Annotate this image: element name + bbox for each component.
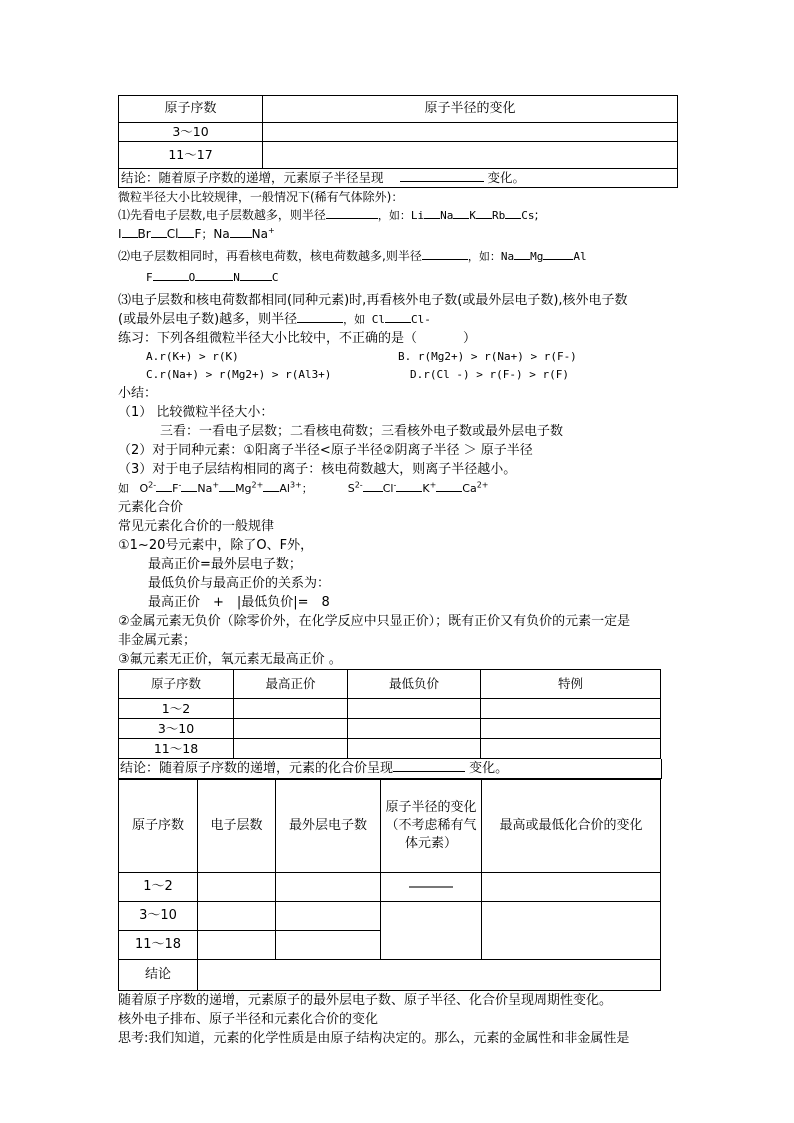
not-applicable-cell xyxy=(381,873,482,902)
answer-cell[interactable] xyxy=(234,699,348,719)
summary xyxy=(118,384,678,498)
worksheet-page xyxy=(118,95,678,1048)
summary-point-3: （3）对于电子层结构相同的离子：核电荷数越大，则离子半径越小。 xyxy=(118,462,517,477)
answer-blank[interactable] xyxy=(514,247,530,260)
answer-blank[interactable] xyxy=(181,479,197,492)
closing-text xyxy=(118,991,678,1048)
rule-2-cont: F O N C xyxy=(118,268,678,287)
header-radius-change: 原子半径的变化 xyxy=(263,96,678,123)
answer-cell[interactable] xyxy=(482,902,661,960)
answer-cell[interactable] xyxy=(198,931,276,960)
valence-rule-1b: 最低负价与最高正价的关系为： xyxy=(148,576,331,591)
header-atomic-number: 原子序数 xyxy=(119,96,263,123)
answer-blank[interactable] xyxy=(219,479,235,492)
dash-mark xyxy=(409,886,453,888)
row-label: 1～2 xyxy=(119,699,234,719)
answer-blank[interactable] xyxy=(393,759,465,772)
rule-3-cont: (或最外层电子数)越多，则半径 ，如 Cl Cl- xyxy=(118,312,431,327)
header-outer-electrons: 最外层电子数 xyxy=(276,780,381,873)
header-atomic-number: 原子序数 xyxy=(119,780,198,873)
answer-blank[interactable] xyxy=(263,479,279,492)
answer-blank[interactable] xyxy=(178,225,194,238)
summary-point-1b: 三看：一看电子层数；二看核电荷数；三看核外电子数或最外层电子数 xyxy=(160,424,564,439)
rule-1-cont: I Br Cl F；Na Na+ xyxy=(118,226,275,241)
answer-cell[interactable] xyxy=(263,142,678,169)
header-valence-change: 最高或最低化合价的变化 xyxy=(482,780,661,873)
answer-cell[interactable] xyxy=(263,123,678,142)
answer-blank[interactable] xyxy=(156,479,172,492)
option-d[interactable]: D.r(Cl -) > r(F-) > r(F) xyxy=(410,368,569,381)
valence-rule-2b: 非金属元素； xyxy=(118,633,197,648)
rules-title: 微粒半径大小比较规律，一般情况下(稀有气体除外)： xyxy=(118,190,404,204)
summary-title: 小结： xyxy=(118,386,158,401)
summary-point-1: （1） 比较微粒半径大小： xyxy=(118,405,274,420)
answer-cell[interactable] xyxy=(234,719,348,739)
rule-1: ⑴先看电子层数,电子层数越多，则半径 ，如：Li Na K Rb Cs; xyxy=(118,208,539,222)
row-label: 3～10 xyxy=(119,902,198,931)
header-special: 特例 xyxy=(481,670,661,699)
answer-blank[interactable] xyxy=(240,268,272,281)
valence-conclusion: 结论：随着原子序数的递增，元素的化合价呈现 变化。 xyxy=(118,759,662,779)
answer-blank[interactable] xyxy=(122,225,138,238)
answer-blank[interactable] xyxy=(195,268,233,281)
option-b[interactable]: B. r(Mg2+) > r(Na+) > r(F-) xyxy=(398,350,577,363)
valence-rule-1: ①1~20号元素中，除了O、F外， xyxy=(118,538,314,553)
valence-table xyxy=(118,669,661,759)
answer-cell[interactable] xyxy=(348,719,481,739)
answer-cell[interactable] xyxy=(482,873,661,902)
exercise xyxy=(118,329,678,384)
row-label: 11～17 xyxy=(119,142,263,169)
valence-rule-1c: 最高正价 + |最低负价|= 8 xyxy=(148,595,330,610)
answer-blank[interactable] xyxy=(543,247,573,260)
answer-blank[interactable] xyxy=(453,206,469,219)
radius-conclusion: 结论：随着原子序数的递增，元素原子半径呈现 变化。 xyxy=(119,169,678,188)
answer-cell[interactable] xyxy=(481,699,661,719)
answer-blank[interactable] xyxy=(436,479,462,492)
answer-cell[interactable] xyxy=(234,739,348,759)
periodic-table-summary xyxy=(118,779,661,991)
answer-blank[interactable] xyxy=(505,206,521,219)
header-max-positive: 最高正价 xyxy=(234,670,348,699)
answer-cell[interactable] xyxy=(276,873,381,902)
answer-cell[interactable] xyxy=(348,739,481,759)
answer-blank[interactable] xyxy=(385,310,411,323)
valence-title: 元素化合价 xyxy=(118,500,184,515)
header-electron-shells: 电子层数 xyxy=(198,780,276,873)
valence-rule-2: ②金属元素无负价（除零价外，在化学反应中只显正价）；既有正价又有负价的元素一定是 xyxy=(118,614,631,629)
header-atomic-number: 原子序数 xyxy=(119,670,234,699)
exercise-options-cd xyxy=(118,366,678,384)
answer-cell[interactable] xyxy=(198,873,276,902)
valence-subtitle: 常见元素化合价的一般规律 xyxy=(118,519,275,534)
row-label: 3～10 xyxy=(119,719,234,739)
valence-section xyxy=(118,498,678,669)
answer-cell[interactable] xyxy=(348,699,481,719)
answer-blank[interactable] xyxy=(230,225,252,238)
valence-rule-3: ③氟元素无正价，氧元素无最高正价 。 xyxy=(118,652,342,667)
answer-blank[interactable] xyxy=(476,206,492,219)
rule-3: ⑶电子层数和核电荷数都相同(同种元素)时,再看核外电子数(或最外层电子数),核外电子数 xyxy=(118,293,628,308)
summary-example: 如 $O^{2-}$ F- Na+ $Mg^{2+}$ $Al^{3+}$； $S^{2-}$ Cl- K+ $Ca^{2+}$ xyxy=(118,480,489,495)
answer-cell[interactable] xyxy=(481,719,661,739)
conclusion-label: 结论 xyxy=(119,960,198,991)
answer-cell[interactable] xyxy=(198,960,661,991)
answer-blank[interactable] xyxy=(422,247,468,260)
section-heading: 核外电子排布、原子半径和元素化合价的变化 xyxy=(118,1012,379,1027)
exercise-question: 练习：下列各组微粒半径大小比较中，不正确的是（ ） xyxy=(118,331,477,346)
summary-point-2: （2）对于同种元素：①阳离子半径<原子半径②阴离子半径 ＞ 原子半径 xyxy=(118,443,533,458)
row-label: 1～2 xyxy=(119,873,198,902)
option-a[interactable]: A.r(K+) > r(K) xyxy=(146,350,239,363)
radius-table xyxy=(118,95,678,188)
answer-cell[interactable] xyxy=(481,739,661,759)
answer-blank[interactable] xyxy=(326,206,378,219)
answer-cell[interactable] xyxy=(198,902,276,931)
answer-blank[interactable] xyxy=(153,268,189,281)
answer-cell[interactable] xyxy=(276,902,381,931)
rule-2: ⑵电子层数相同时，再看核电荷数，核电荷数越多,则半径 ，如：Na Mg Al xyxy=(118,249,587,263)
header-min-negative: 最低负价 xyxy=(348,670,481,699)
row-label: 11～18 xyxy=(119,931,198,960)
answer-blank[interactable] xyxy=(151,225,167,238)
valence-rule-1a: 最高正价=最外层电子数； xyxy=(148,557,302,572)
answer-cell[interactable] xyxy=(381,902,482,960)
option-c[interactable]: C.r(Na+) > r(Mg2+) > r(Al3+) xyxy=(146,368,332,381)
exercise-options-ab xyxy=(118,348,678,366)
answer-blank[interactable] xyxy=(424,206,440,219)
answer-blank[interactable] xyxy=(363,479,383,492)
closing-statement: 随着原子序数的递增，元素原子的最外层电子数、原子半径、化合价呈现周期性变化。 xyxy=(118,993,613,1008)
thinking-question: 思考:我们知道，元素的化学性质是由原子结构决定的。那么，元素的金属性和非金属性是 xyxy=(118,1031,630,1046)
answer-blank[interactable] xyxy=(396,479,422,492)
answer-blank[interactable] xyxy=(400,169,484,182)
row-label: 11～18 xyxy=(119,739,234,759)
header-radius-change: 原子半径的变化（不考虑稀有气体元素） xyxy=(381,780,482,873)
answer-blank[interactable] xyxy=(297,310,343,323)
row-label: 3～10 xyxy=(119,123,263,142)
answer-cell[interactable] xyxy=(276,931,381,960)
radius-rules xyxy=(118,188,678,329)
